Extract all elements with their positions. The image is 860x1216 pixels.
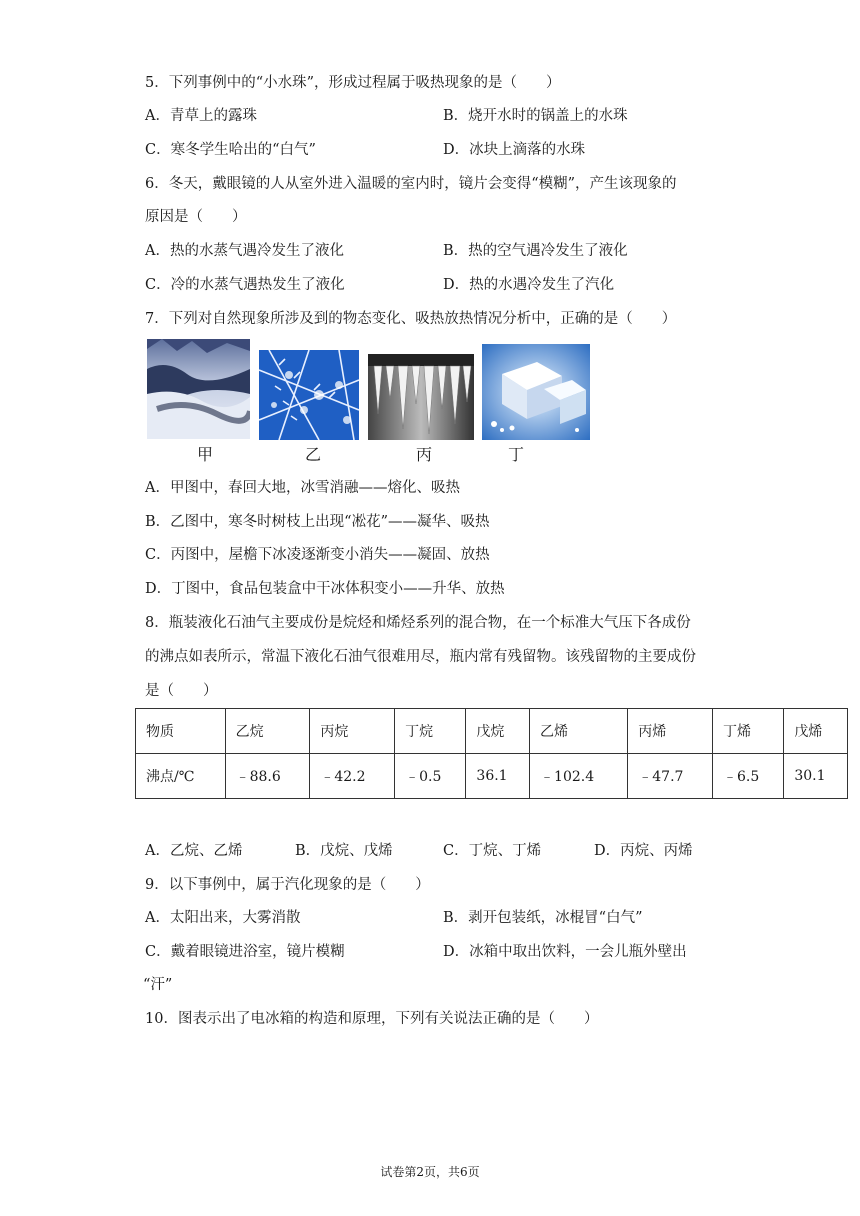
dry-ice-image [482,344,590,440]
q6-option-d: D．热的水遇冷发生了汽化 [443,277,615,293]
image-label-yi: 乙 [304,445,321,464]
q8-option-b: B．戊烷、戊烯 [295,843,393,859]
table-cell: 沸点/℃ [136,754,226,799]
table-cell: 乙烷 [225,709,310,754]
q9-stem: 9．以下事例中，属于汽化现象的是（ ） [145,877,430,893]
q6-stem-line2: 原因是（ ） [145,209,247,225]
table-cell: ﹣42.2 [310,754,395,799]
q8-stem-line1: 8．瓶装液化石油气主要成份是烷烃和烯烃系列的混合物，在一个标准大气压下各成份 [145,615,691,631]
q9-option-b: B．剥开包装纸，冰棍冒“白气” [443,910,643,926]
icicles-image [368,354,474,440]
q10-stem: 10．图表示出了电冰箱的构造和原理，下列有关说法正确的是（ ） [145,1011,599,1027]
table-cell: ﹣47.7 [628,754,713,799]
table-cell: ﹣88.6 [225,754,310,799]
q5-option-a: A．青草上的露珠 [145,108,257,124]
q8-option-a: A．乙烷、乙烯 [145,843,243,859]
q7-option-c: C．丙图中，屋檐下冰凌逐渐变小消失——凝固、放热 [145,547,490,563]
q6-option-c: C．冷的水蒸气遇热发生了液化 [145,277,345,293]
q8-stem-line2: 的沸点如表所示，常温下液化石油气很难用尽，瓶内常有残留物。该残留物的主要成份 [145,649,696,665]
q6-option-a: A．热的水蒸气遇冷发生了液化 [145,243,344,259]
q6-option-b: B．热的空气遇冷发生了液化 [443,243,628,259]
table-cell: ﹣102.4 [530,754,628,799]
q5-option-b: B．烧开水时的锅盖上的水珠 [443,108,628,124]
q9-option-d: D．冰箱中取出饮料，一会儿瓶外壁出 [443,944,687,960]
q5-option-c: C．寒冬学生哈出的“白气” [145,142,316,158]
table-cell: 戊烯 [784,709,848,754]
q7-option-d: D．丁图中，食品包装盒中干冰体积变小——升华、放热 [145,581,505,597]
q9-option-c: C．戴着眼镜进浴室，镜片模糊 [145,944,345,960]
q7-option-b: B．乙图中，寒冬时树枝上出现“凇花”——凝华、吸热 [145,514,490,530]
frost-branch-image [259,350,359,440]
table-cell: 36.1 [466,754,530,799]
table-cell: 戊烷 [466,709,530,754]
snow-river-image [147,339,250,439]
q8-stem-line3: 是（ ） [145,683,218,699]
image-label-bing: 丙 [415,445,432,464]
q6-stem-line1: 6．冬天，戴眼镜的人从室外进入温暖的室内时，镜片会变得“模糊”，产生该现象的 [145,176,677,192]
table-row [136,754,848,799]
q8-option-d: D．丙烷、丙烯 [594,843,693,859]
q8-option-c: C．丁烷、丁烯 [443,843,542,859]
boiling-point-table [135,708,848,799]
image-label-ding: 丁 [507,445,524,464]
table-cell: 丙烯 [628,709,713,754]
q5-option-d: D．冰块上滴落的水珠 [443,142,586,158]
q7-option-a: A．甲图中，春回大地，冰雪消融——熔化、吸热 [145,480,460,496]
q9-option-d-continued: “汗” [143,977,173,993]
page-footer: 试卷第2页，共6页 [380,1165,480,1179]
image-label-jia: 甲 [196,445,213,464]
table-cell: 丙烷 [310,709,395,754]
table-cell: 乙烯 [530,709,628,754]
table-cell: ﹣6.5 [713,754,784,799]
table-cell: ﹣0.5 [395,754,466,799]
q7-stem: 7．下列对自然现象所涉及到的物态变化、吸热放热情况分析中，正确的是（ ） [145,311,677,327]
q9-option-a: A．太阳出来，大雾消散 [145,910,301,926]
table-cell: 丁烷 [395,709,466,754]
q5-stem: 5．下列事例中的“小水珠”，形成过程属于吸热现象的是（ ） [145,75,561,91]
table-cell: 丁烯 [713,709,784,754]
table-cell: 30.1 [784,754,848,799]
table-cell: 物质 [136,709,226,754]
table-row [136,709,848,754]
